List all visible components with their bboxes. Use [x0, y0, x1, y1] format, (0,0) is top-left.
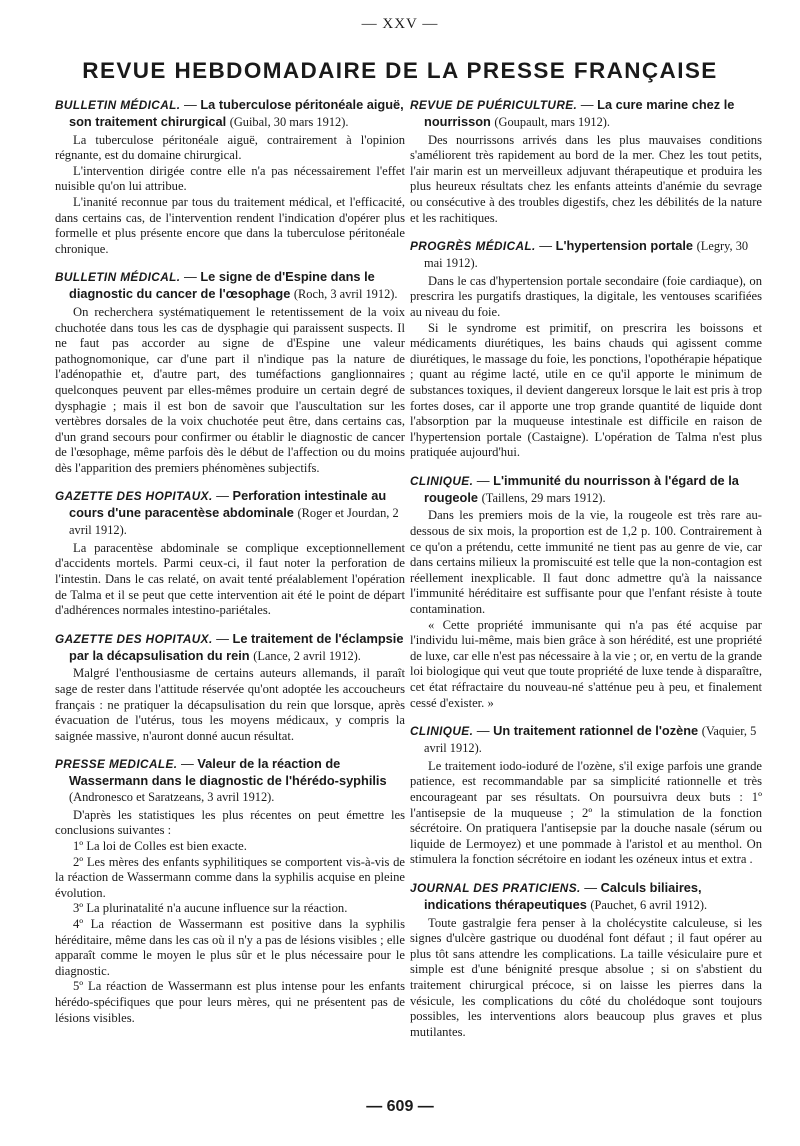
journal-name: PRESSE MEDICALE. — [55, 757, 178, 772]
journal-name: CLINIQUE. — [410, 724, 474, 739]
article-heading — [55, 756, 405, 805]
roman-page-marker: — XXV — — [361, 16, 439, 32]
separator-dash: — — [212, 488, 233, 504]
article-citation: (Pauchet, 6 avril 1912). — [590, 897, 708, 912]
separator-dash: — — [580, 879, 601, 895]
article — [55, 756, 405, 1026]
page-number: — 609 — — [366, 1098, 434, 1115]
article-title: L'hypertension portale — [555, 238, 694, 254]
article-title: Un traitement rationnel de l'ozène — [493, 723, 699, 739]
article-paragraph: Malgré l'enthousiasme de certains auteurs allemands, il paraît sage de rester dans l'attitude réservée qu'ont adoptée les accoucheurs français : ne pratiquer la décapsulisation du rein que lorsque, après évacuation de l'utérus, tous les moyens médicaux, y compris la saignée massive, n'auront donné aucun résultat. — [55, 666, 405, 743]
article-paragraph: Le traitement iodo-ioduré de l'ozène, s'il exige parfois une grande patience, est recommandable par sa simplicité rationnelle et très encourageant par ses résultats. On poursuivra deux buts : 1º l'antisepsie de la muqueuse ; 2º la stimulation de la fonction sécrétoire. On pratiquera l'antisepsie par la douche nasale (sérum ou liquide de Lermoyez) et une pommade à l'aristol et au menthol. On stimulera la fonction sécrétoire en iodant les ozéneux intus et extra . — [410, 758, 762, 867]
right-column — [410, 97, 762, 1052]
article-paragraph: 1º La loi de Colles est bien exacte. — [73, 838, 247, 853]
journal-name: BULLETIN MÉDICAL. — [55, 270, 181, 285]
article — [410, 723, 762, 868]
separator-dash: — — [577, 97, 598, 112]
article-paragraph: On recherchera systématiquement le retentissement de la voix chuchotée dans tous les cas de dysphagie qui paraissent suspects. Il ne faut pas accorder au signe de d'Espine une valeur pathognomonique, car d'une part il n'indique pas la nature de l'adénopathie et, d'autre part, des tuméfactions ganglionnaires quelconques peuvent par elles-mêmes produire un certain degré de dysphagie ; mais il est bon de savoir que l'auscultation sur les vertèbres dorsales de la voix chuchotée peut être, dans certains cas, d'un grand secours pour confirmer ou établir le diagnostic de cancer de l'œsophage, même parfois dès le début de l'affection ou du moins dès l'apparition des premiers phénomènes subjectifs. — [55, 304, 405, 475]
article-paragraph: 5º La réaction de Wassermann est plus intense pour les enfants hérédo-spécifiques que pour leurs mères, qui ne présentent pas de lésions visibles. — [55, 979, 405, 1025]
article-title: La cure marine chez le nourrisson — [424, 97, 735, 129]
article — [410, 880, 762, 1040]
article-heading — [55, 97, 405, 131]
separator-dash: — — [473, 723, 494, 739]
separator-dash: — — [535, 238, 556, 254]
separator-dash: — — [180, 269, 201, 285]
article-paragraph: 4º La réaction de Wassermann est positive dans la syphilis héréditaire, même dans les cas où il n'y a pas de lésions visibles ; elle apparaît comme le moyen le plus sûr et le plus nécessaire pour le diagnostic. — [55, 916, 405, 978]
article-paragraph: Toute gastralgie fera penser à la cholécystite calculeuse, si les signes d'ulcère gastrique ou duodénal font défaut ; il faut opérer au plus tôt sans attendre les complications. La taille vésiculaire pure et simple est d'une bénignité presque absolue ; si on s'abstient du traitement chirurgical précoce, si on laisse les pierres dans la vésicule, les complications du côté du cholédoque sont toujours possibles, les interventions alors beaucoup plus graves et plus mutilantes. — [410, 915, 762, 1039]
journal-name: JOURNAL DES PRATICIENS. — [410, 880, 581, 895]
article-title: Le traitement de l'éclampsie par la décapsulisation du rein — [69, 630, 404, 663]
article-paragraph: Des nourrissons arrivés dans les plus mauvaises conditions s'améliorent très rapidement au bord de la mer. Chez les tout petits, l'air marin est un merveilleux adjuvant thérapeutique et produira les plus heureux résultats chez les enfants atteints d'anémie du sevrage ou consécutive à des troubles digestifs, chez les débilités de la nature et les rachitiques. — [410, 132, 762, 225]
article-title: Valeur de la réaction de Wassermann dans le diagnostic de l'hérédo-syphilis — [69, 756, 387, 789]
article — [410, 238, 762, 461]
article-citation: (Guibal, 30 mars 1912). — [229, 114, 349, 129]
article-paragraph: L'inanité reconnue par tous du traitement médical, et l'efficacité, dans certains cas, de l'intervention rendent l'indication d'opérer plus formelle et plus présente encore que dans la tuberculose péritonéale chronique. — [55, 194, 405, 256]
left-column — [55, 97, 405, 1038]
journal-name: BULLETIN MÉDICAL. — [55, 98, 181, 112]
separator-dash: — — [180, 97, 201, 112]
article-paragraph: La paracentèse abdominale se complique exceptionnellement d'accidents mortels. Parmi ceux-ci, il faut noter la perforation de l'intestin. Dans le cas relaté, on avait tenté préalablement l'opération de Talma et il se peut que cette intervention ait été le point de départ d'adhérences normales intestino-pariétales. — [55, 540, 405, 618]
journal-name: CLINIQUE. — [410, 473, 474, 488]
article-citation: (Goupault, mars 1912). — [494, 114, 611, 129]
article-paragraph: La tuberculose péritonéale aiguë, contrairement à l'opinion régnante, est du domaine chirurgical. — [55, 132, 405, 163]
article-heading — [410, 238, 762, 272]
journal-name: GAZETTE DES HOPITAUX. — [55, 631, 213, 646]
article-paragraph: 3º La plurinatalité n'a aucune influence sur la réaction. — [73, 901, 348, 916]
article-heading — [55, 269, 405, 303]
article-citation: (Vaquier, 5 avril 1912). — [424, 724, 757, 755]
article-title: L'immunité du nourrisson à l'égard de la rougeole — [424, 472, 739, 505]
separator-dash: — — [212, 630, 233, 646]
article-heading — [410, 473, 762, 507]
article-citation: (Taillens, 29 mars 1912). — [481, 490, 606, 505]
article — [55, 97, 405, 257]
article — [55, 631, 405, 745]
article-paragraph: Si le syndrome est primitif, on prescrira les boissons et médicaments diurétiques, les bains chauds qui agissent comme diurétiques, le massage du foie, les ponctions, l'opothérapie hépatique ; quant au régime lacté, utile en ce qu'il apporte le minimum de substances toxiques, il devient dangereux lorsque le lait est pris à trop fortes doses, car il apporte une trop grande quantité de liquide dont l'absorption par la muqueuse intestinale est difficile en raison de l'hypertension portale (Castaigne). L'opération de Talma n'est plus pratiquée aujourd'hui. — [410, 320, 762, 460]
article-heading — [410, 880, 762, 914]
journal-name: PROGRÈS MÉDICAL. — [410, 239, 536, 254]
article-citation: (Lance, 2 avril 1912). — [253, 648, 361, 663]
separator-dash: — — [177, 756, 198, 772]
journal-name: GAZETTE DES HOPITAUX. — [55, 489, 213, 504]
article — [55, 269, 405, 476]
article-heading — [55, 631, 405, 665]
masthead-title: REVUE HEBDOMADAIRE DE LA PRESSE FRANÇAISE — [82, 58, 718, 83]
article-citation: (Andronesco et Saratzeans, 3 avril 1912). — [69, 789, 275, 804]
article-heading — [55, 488, 405, 538]
article-citation: (Legry, 30 mai 1912). — [424, 239, 749, 270]
separator-dash: — — [473, 472, 494, 488]
article-title: Calculs biliaires, indications thérapeutiques — [424, 879, 702, 912]
article-heading — [410, 97, 762, 131]
article-citation: (Roch, 3 avril 1912). — [293, 287, 398, 302]
article — [410, 473, 762, 711]
article-heading — [410, 723, 762, 757]
article-title: Le signe de d'Espine dans le diagnostic du cancer de l'œsophage — [69, 269, 375, 302]
article-paragraph: Dans le cas d'hypertension portale secondaire (foie cardiaque), on prescrira les purgatifs drastiques, la digitale, les ventouses scarifiées au niveau du foie. — [410, 273, 762, 319]
article-paragraph: « Cette propriété immunisante qui n'a pas été acquise par l'individu lui-même, mais bien grâce à son hérédité, est une propriété de luxe, car elle n'est pas nécessaire à la vie ; or, en vertu de la grande loi biologique qui veut que toute propriété de luxe tende à disparaître, cet état réfractaire du nouveau-né s'atténue peu à peu, et finalement cessé d'exister. » — [410, 617, 762, 710]
article — [55, 488, 405, 618]
article-paragraph: Dans les premiers mois de la vie, la rougeole est très rare au-dessous de six mois, la proportion est de 1,2 p. 100. Contrairement à ce qu'on a prétendu, cette immunité ne tient pas au genre de vie, car dans certains milieux la promiscuité est telle que la non-contagion est réellement inexplicable. Il faut donc admettre qu'à la naissance l'immunité héréditaire est suffisante pour que l'enfant résiste à toute contamination. — [410, 508, 762, 617]
article — [410, 97, 762, 226]
article-citation: (Roger et Jourdan, 2 avril 1912). — [69, 506, 399, 538]
article-paragraph: D'après les statistiques les plus récentes on peut émettre les conclusions suivantes : — [55, 807, 405, 838]
journal-name: REVUE DE PUÉRICULTURE. — [410, 98, 578, 112]
article-paragraph: L'intervention dirigée contre elle n'a pas nécessairement l'effet nuisible qu'on lui attribue. — [55, 163, 405, 194]
article-paragraph: 2º Les mères des enfants syphilitiques se comportent vis-à-vis de la réaction de Wassermann comme dans la syphilis acquise en pleine évolution. — [55, 854, 405, 900]
article-title: Perforation intestinale au cours d'une paracentèse abdominale — [69, 488, 387, 521]
article-title: La tuberculose péritonéale aiguë, son traitement chirurgical — [69, 97, 404, 129]
